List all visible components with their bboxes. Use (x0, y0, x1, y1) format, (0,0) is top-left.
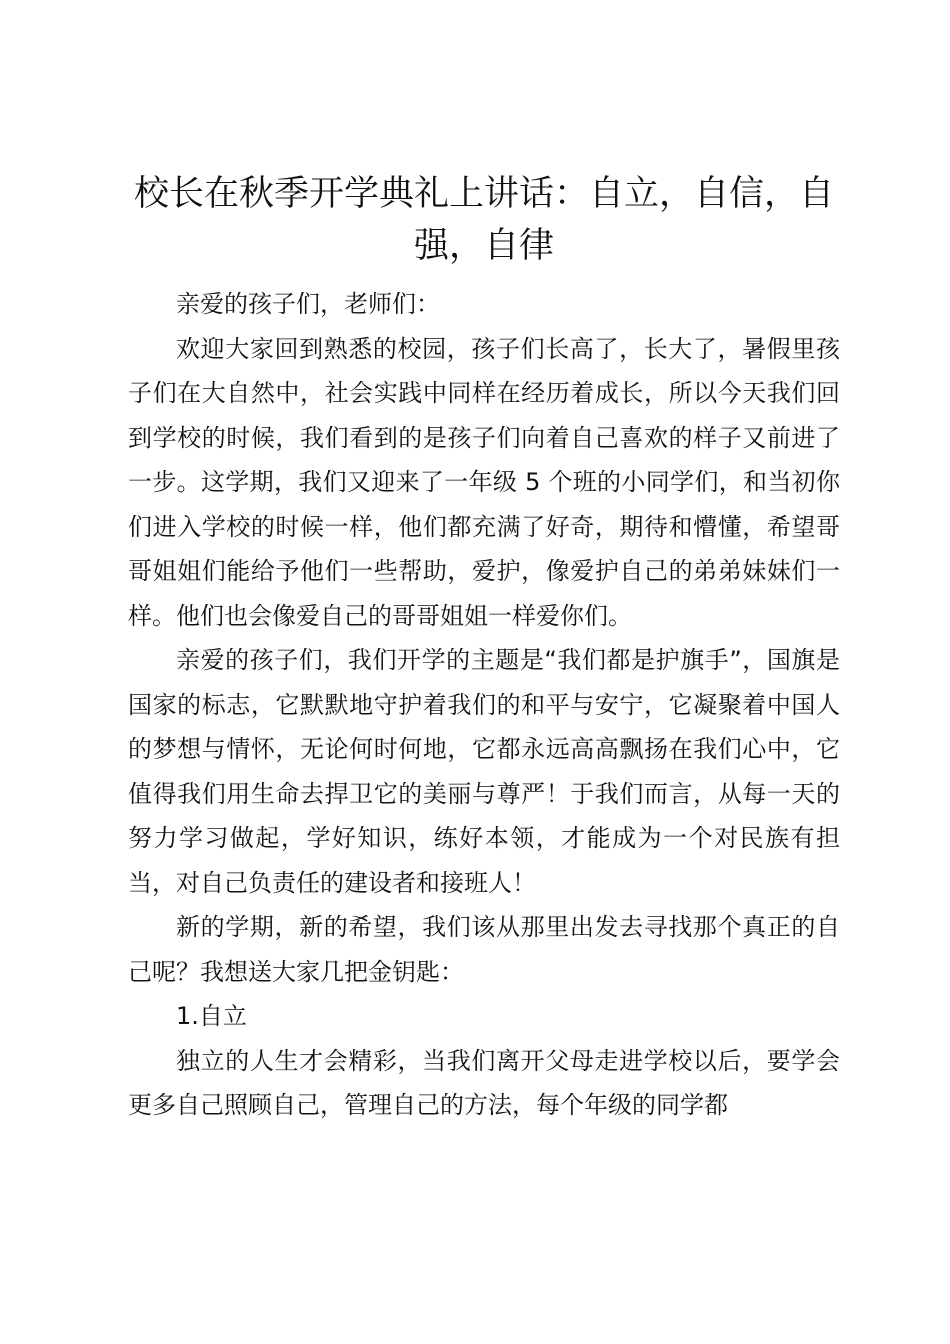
document-body (128, 282, 840, 1128)
welcome-paragraph: 欢迎大家回到熟悉的校园，孩子们长高了，长大了，暑假里孩子们在大自然中，社会实践中同样在经历着成长，所以今天我们回到学校的时候，我们看到的是孩子们向着自己喜欢的样子又前进了一步。这学期，我们又迎来了一年级 5 个班的小同学们，和当初你们进入学校的时候一样，他们都充满了好奇，期待和懵懂，希望哥哥姐姐们能给予他们一些帮助，爱护，像爱护自己的弟弟妹妹们一样。他们也会像爱自己的哥哥姐姐一样爱你们。 (128, 334, 840, 630)
document-title: 校长在秋季开学典礼上讲话：自立，自信，自强，自律 (133, 174, 834, 266)
document-content (128, 168, 840, 1128)
greeting-paragraph: 亲爱的孩子们，老师们： (176, 290, 440, 318)
self-reliance-paragraph: 独立的人生才会精彩，当我们离开父母走进学校以后，要学会更多自己照顾自己，管理自己的方法，每个年级的同学都 (128, 1046, 840, 1119)
new-semester-paragraph: 新的学期，新的希望，我们该从那里出发去寻找那个真正的自己呢？我想送大家几把金钥匙： (128, 913, 840, 986)
theme-paragraph: 亲爱的孩子们，我们开学的主题是“我们都是护旗手”，国旗是国家的标志，它默默地守护着我们的和平与安宁，它凝聚着中国人的梦想与情怀，无论何时何地，它都永远高高飘扬在我们心中，它值得我们用生命去捍卫它的美丽与尊严！于我们而言，从每一天的努力学习做起，学好知识，练好本领，才能成为一个对民族有担当，对自己负责任的建设者和接班人！ (128, 646, 840, 897)
section-heading-self-reliance: 1.自立 (176, 1002, 247, 1030)
